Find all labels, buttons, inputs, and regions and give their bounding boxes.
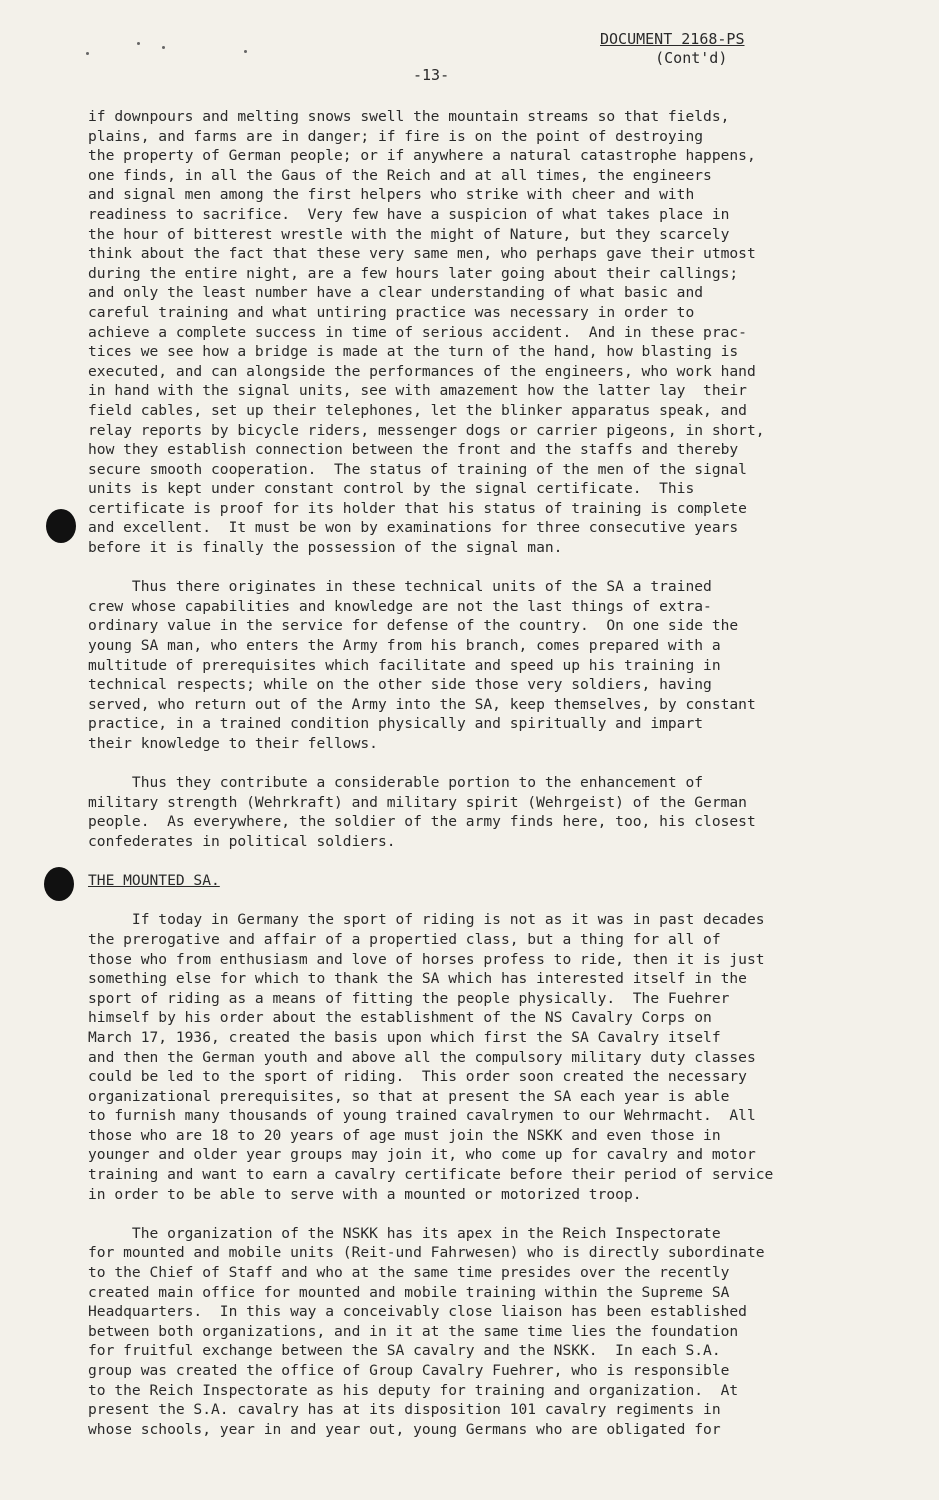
paper-speck [86, 52, 89, 55]
paper-speck [244, 50, 247, 53]
section-heading: THE MOUNTED SA. [88, 872, 220, 890]
paragraph: if downpours and melting snows swell the mountain streams so that fields, plains, and farms are in danger; if fire is on the point of destroying the property of German people; or if anywhere a natural catastrophe happens, one finds, in all the Gaus of the Reich and at all times, the engineers and signal men among the first helpers who strike with cheer and with readiness to sacrifice. Very few have a suspicion of what takes place in the hour of bitterest wrestle with the might of Nature, but they scarcely think about the fact that these very same men, who perhaps gave their utmost during the entire night, are a few hours later going about their callings; and only the least number have a clear understanding of what basic and careful training and what untiring practice was necessary in order to achieve a complete success in time of serious accident. And in these prac- tices we see how a bridge is made at the turn of the hand, how blasting is executed, and can alongside the performances of the engineers, who work hand in hand with the signal units, see with amazement how the latter lay their field cables, set up their telephones, let the blinker apparatus speak, and relay reports by bicycle riders, messenger dogs or carrier pigeons, in short, how they establish connection between the front and the staffs and thereby secure smooth cooperation. The status of training of the men of the signal units is kept under constant control by the signal certificate. This certificate is proof for its holder that his status of training is complete and excellent. It must be won by examinations for three consecutive years before it is finally the possession of the signal man. [88, 108, 765, 557]
punch-hole-icon [44, 867, 74, 901]
paper-speck [137, 42, 140, 45]
document-continued: (Cont'd) [655, 49, 728, 67]
paragraph: Thus they contribute a considerable portion to the enhancement of military strength (Wehrkraft) and military spirit (Wehrgeist) of the German people. As everywhere, the soldier of the army finds here, too, his closest confederates in political soldiers. [88, 774, 756, 850]
paragraph-group [88, 107, 848, 852]
paper-speck [162, 46, 165, 49]
document-header [600, 30, 745, 68]
document-id: DOCUMENT 2168-PS [600, 30, 745, 48]
paragraph: The organization of the NSKK has its apex in the Reich Inspectorate for mounted and mobile units (Reit-und Fahrwesen) who is directly subordinate to the Chief of Staff and who at the same time presides over the recently created main office for mounted and mobile training within the Supreme SA Headquarters. In this way a conceivably close liaison has been established between both organizations, and in it at the same time lies the foundation for fruitful exchange between the SA cavalry and the NSKK. In each S.A. group was created the office of Group Cavalry Fuehrer, who is responsible to the Reich Inspectorate as his deputy for training and organization. At present the S.A. cavalry has at its disposition 101 cavalry regiments in whose schools, year in and year out, young Germans who are obligated for [88, 1224, 765, 1438]
paragraph: Thus there originates in these technical units of the SA a trained crew whose capabilities and knowledge are not the last things of extra- ordinary value in the service for defense of the country. On one side the young SA man, who enters the Army from his branch, comes prepared with a multitude of prerequisites which facilitate and speed up his training in technical respects; while on the other side those very soldiers, having served, who return out of the Army into the SA, keep themselves, by constant practice, in a trained condition physically and spiritually and impart their knowledge to their fellows. [88, 578, 756, 752]
section-paragraph-group [88, 910, 848, 1439]
paragraph: If today in Germany the sport of riding is not as it was in past decades the prerogative and affair of a propertied class, but a thing for all of those who from enthusiasm and love of horses profess to ride, then it is just something else for which to thank the SA which has interested itself in the sport of riding as a means of fitting the people physically. The Fuehrer himself by his order about the establishment of the NS Cavalry Corps on March 17, 1936, created the basis upon which first the SA Cavalry itself and then the German youth and above all the compulsory military duty classes could be led to the sport of riding. This order soon created the necessary organizational prerequisites, so that at present the SA each year is able to furnish many thousands of young trained cavalrymen to our Wehrmacht. All those who are 18 to 20 years of age must join the NSKK and even those in younger and older year groups may join it, who come up for cavalry and motor training and want to earn a cavalry certificate before their period of service in order to be able to serve with a mounted or motorized troop. [88, 911, 774, 1203]
punch-hole-icon [46, 509, 76, 543]
document-body [88, 107, 848, 1439]
page-number: -13- [413, 66, 450, 84]
